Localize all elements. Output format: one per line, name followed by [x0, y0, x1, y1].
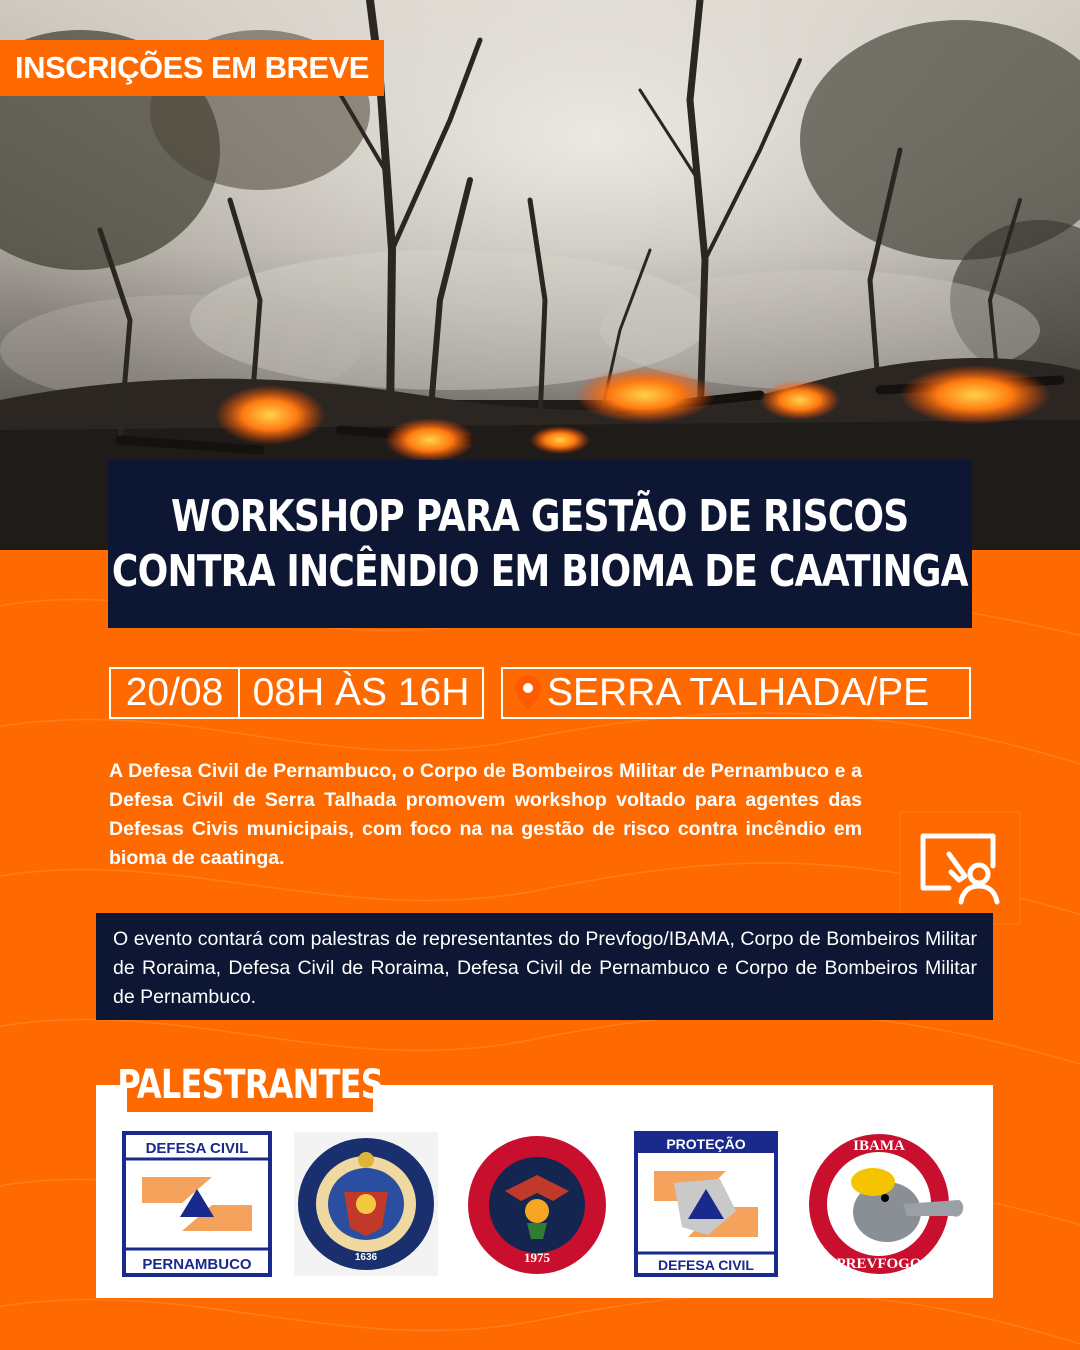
- logo-defesa-civil-pernambuco: [122, 1131, 272, 1282]
- event-time: 08H ÀS 16H: [238, 669, 482, 717]
- logo2-year: 1636: [354, 1252, 378, 1263]
- logo4-top-text: PROTEÇÃO: [666, 1136, 746, 1152]
- presentation-board-icon: [915, 828, 1005, 908]
- speakers-label: [117, 1057, 383, 1112]
- date-time-box: [109, 667, 484, 719]
- logo1-top-text: DEFESA CIVIL: [145, 1140, 249, 1157]
- title-line-1: WORKSHOP PARA GESTÃO DE RISCOS: [171, 491, 909, 542]
- event-location: SERRA TALHADA/PE: [547, 671, 930, 714]
- title-box: [108, 460, 972, 628]
- event-details: O evento contará com palestras de representantes do Prevfogo/IBAMA, Corpo de Bombeiros Militar de Roraima, Defesa Civil de Roraima, Defesa Civil de Pernambuco e Corpo de Bombeiros Militar de Pernambuco.: [96, 913, 993, 1020]
- presentation-icon-box: [901, 813, 1019, 923]
- logo5-top-text: IBAMA: [853, 1138, 905, 1154]
- logo-cbm-pernambuco: [294, 1132, 438, 1281]
- logo3-year: 1975: [524, 1250, 550, 1265]
- event-description: A Defesa Civil de Pernambuco, o Corpo de Bombeiros Militar de Pernambuco e a Defesa Civil de Serra Talhada promovem workshop voltado para agentes das Defesas Civis municipais, com foco na na gestão de risco contra incêndio em bioma de caatinga.: [109, 760, 862, 869]
- logo4-bottom-text: DEFESA CIVIL: [658, 1257, 754, 1273]
- logo-protecao-defesa-civil: [634, 1131, 778, 1282]
- event-date: 20/08: [125, 671, 224, 714]
- registration-badge: INSCRIÇÕES EM BREVE: [0, 40, 384, 96]
- logo5-bottom-text: PREVFOGO: [836, 1256, 922, 1272]
- map-pin-icon: [513, 673, 543, 713]
- location-box: [501, 667, 971, 719]
- logo-ibama-prevfogo: [803, 1130, 969, 1281]
- speakers-label-text: PALESTRANTES: [117, 1061, 383, 1108]
- logo-cbm-roraima: [465, 1131, 609, 1284]
- logo1-bottom-text: PERNAMBUCO: [142, 1256, 252, 1273]
- title-line-2: CONTRA INCÊNDIO EM BIOMA DE CAATINGA: [112, 546, 968, 597]
